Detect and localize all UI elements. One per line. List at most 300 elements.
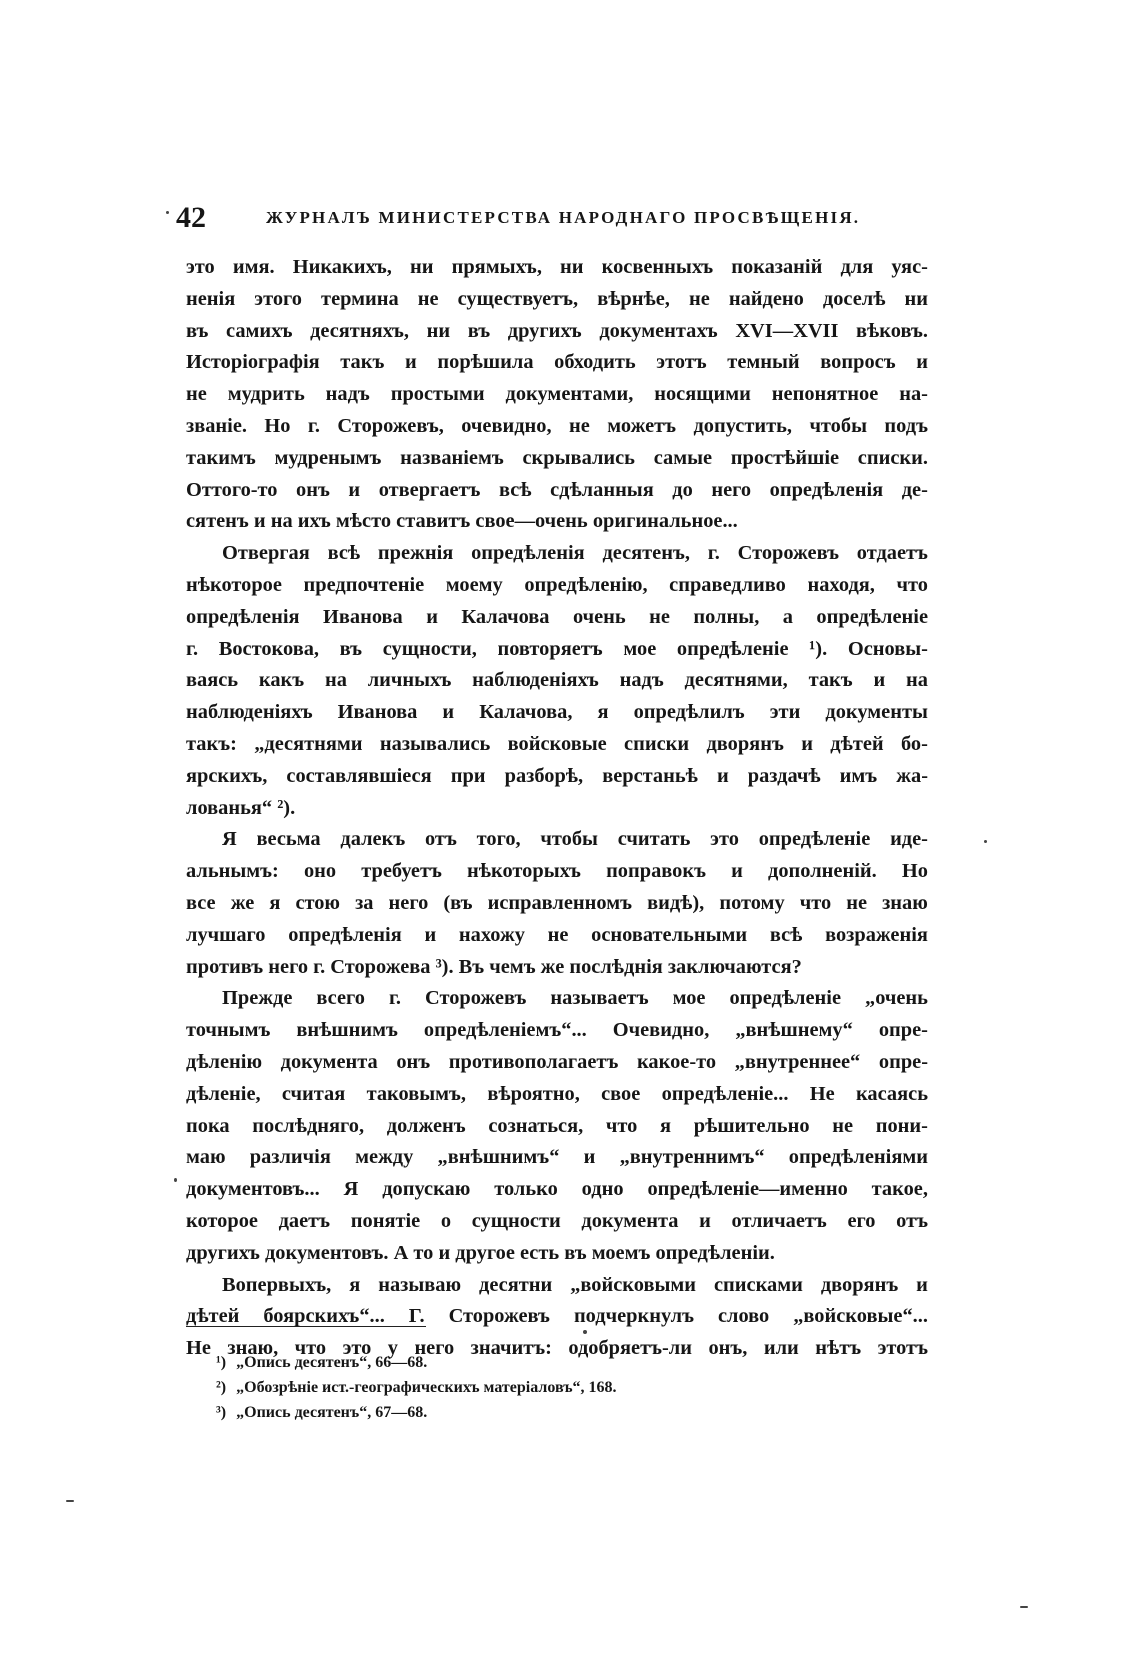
word: „войсковыми	[570, 1273, 697, 1296]
word: того,	[476, 828, 521, 851]
word: моему	[445, 573, 503, 596]
word: и	[348, 478, 361, 501]
word: все	[186, 891, 216, 914]
word: стою	[295, 891, 341, 914]
word: на	[906, 669, 928, 692]
footnotes	[216, 1350, 816, 1425]
word: чтобы	[809, 414, 867, 437]
word: „внутреннее“	[734, 1050, 861, 1073]
word: дворянъ	[706, 732, 784, 755]
word: отъ	[425, 828, 457, 851]
word: Сторожевъ	[737, 542, 839, 565]
word: эти	[769, 701, 801, 724]
word: отдаетъ	[856, 542, 928, 565]
word: непонятное	[771, 383, 879, 406]
text-line	[186, 888, 928, 920]
footnote-3	[216, 1400, 816, 1425]
word: онъ	[396, 1050, 431, 1073]
word: можетъ	[607, 414, 677, 437]
word: косвенныхъ	[601, 256, 714, 278]
text-line	[186, 1270, 928, 1302]
word: званіе.	[186, 414, 247, 437]
word: доселѣ	[822, 287, 886, 310]
word: опредѣленіе...	[661, 1082, 789, 1105]
word: „войсковые“...	[793, 1305, 928, 1328]
word: что	[799, 891, 832, 914]
word: списками	[713, 1273, 803, 1296]
word: касаясь	[855, 1082, 928, 1105]
text-line	[186, 697, 928, 729]
footnote-mark: ²)	[216, 1379, 227, 1396]
word: Калачова	[461, 605, 550, 628]
word: предпочтеніе	[303, 573, 425, 596]
word: не	[417, 287, 439, 310]
word: де-	[901, 478, 928, 501]
word: я	[660, 1114, 672, 1137]
word: имя.	[232, 256, 275, 278]
word: него	[711, 478, 752, 501]
word: ни	[904, 287, 928, 310]
word: это	[342, 1337, 372, 1360]
word: Очевидно,	[612, 1019, 710, 1042]
word: отличаетъ	[731, 1209, 827, 1232]
word: называю	[378, 1273, 462, 1296]
scan-speck	[1020, 1606, 1028, 1608]
word: документахъ	[599, 319, 718, 342]
word: Исторіографія	[186, 351, 320, 374]
word: и	[699, 1209, 711, 1232]
word: я	[269, 891, 281, 914]
text-line	[186, 1142, 928, 1174]
word: опредѣленія	[288, 923, 402, 946]
word: въ	[339, 637, 363, 660]
word: вѣрнѣе,	[597, 287, 670, 310]
word: мое	[672, 987, 706, 1010]
word: всѣ	[327, 542, 361, 565]
word: Г.	[408, 1305, 425, 1328]
word: какъ	[258, 669, 305, 692]
word: отъ	[896, 1209, 928, 1232]
word: въ	[186, 319, 209, 342]
scan-speck	[583, 1330, 587, 1334]
text-line	[186, 1047, 928, 1079]
word: Никакихъ,	[292, 256, 392, 278]
word: ни	[560, 256, 584, 278]
word: наблюденіяхъ	[472, 669, 599, 692]
scan-speck	[166, 211, 169, 214]
word: документа	[280, 1050, 378, 1073]
footnote-divider	[186, 1326, 426, 1327]
word: опредѣленія	[186, 605, 300, 628]
word: надъ	[325, 383, 370, 406]
word: и	[405, 351, 417, 374]
word: него	[414, 1337, 455, 1360]
word: противополагаетъ	[448, 1050, 619, 1073]
text-line	[186, 983, 928, 1015]
word: до	[672, 478, 693, 501]
word: иде-	[890, 828, 928, 851]
word: Но	[901, 860, 928, 883]
footnote-text: „Опись десятенъ“, 66—68.	[236, 1354, 428, 1371]
text-line	[186, 1015, 928, 1047]
word: этотъ	[877, 1337, 928, 1360]
word: опредѣленія	[769, 478, 884, 501]
word: документы	[825, 701, 928, 724]
word: дворянъ	[820, 1273, 899, 1296]
word: значитъ:	[470, 1337, 552, 1360]
word: опредѣленію,	[524, 573, 648, 596]
word: весьма	[256, 828, 321, 851]
text-line	[186, 602, 928, 634]
word: допустить,	[693, 414, 793, 437]
word: г.	[388, 987, 401, 1010]
word: что	[294, 1337, 327, 1360]
word: сознаться,	[488, 1114, 584, 1137]
word: вѣроятно,	[487, 1082, 580, 1105]
word: долженъ	[386, 1114, 466, 1137]
word: дополненій.	[768, 860, 877, 883]
word: только	[494, 1178, 558, 1201]
text-line	[186, 284, 928, 316]
text-line	[186, 316, 928, 348]
word: бо-	[900, 732, 928, 755]
word: потому	[719, 891, 785, 914]
text-line	[186, 856, 928, 888]
word: показаній	[731, 256, 823, 278]
word: онъ	[296, 478, 330, 501]
word: не	[186, 383, 207, 406]
word: жа-	[896, 764, 928, 787]
word: г.	[707, 542, 720, 565]
word: видѣ),	[647, 891, 705, 914]
word: нѣкоторыхъ	[467, 860, 581, 883]
word: не	[569, 414, 590, 437]
text-line	[186, 1174, 928, 1206]
word: опредѣленіе	[729, 987, 842, 1010]
word: которое	[186, 1209, 258, 1232]
word: считая	[281, 1082, 346, 1105]
word: Оттого-то	[186, 478, 278, 501]
word: вопросъ	[820, 351, 896, 374]
word: войсковые	[507, 732, 607, 755]
word: Не	[186, 1337, 211, 1360]
word: допускаю	[382, 1178, 471, 1201]
word: ни	[409, 256, 434, 278]
word: нѣкоторое	[186, 573, 282, 596]
body-text	[186, 252, 928, 1365]
word: и	[442, 701, 455, 724]
word: темный	[727, 351, 800, 374]
word: опре-	[878, 1019, 928, 1042]
word: самые	[653, 446, 713, 469]
word: или	[763, 1337, 799, 1360]
word: Калачова,	[479, 701, 573, 724]
word: и	[424, 923, 437, 946]
word: него	[388, 891, 429, 914]
word: имъ	[839, 764, 878, 787]
text-line	[186, 1111, 928, 1143]
word: надъ	[619, 669, 664, 692]
word: мудрить	[227, 383, 305, 406]
text-line	[186, 538, 928, 570]
word: всего	[316, 987, 365, 1010]
word: Я	[343, 1178, 359, 1201]
text-line	[186, 1079, 928, 1111]
word: одобряетъ-ли	[568, 1337, 692, 1360]
word: документами,	[505, 383, 634, 406]
running-title: ЖУРНАЛЪ МИНИСТЕРСТВА НАРОДНАГО ПРОСВѢЩЕНІЯ.	[266, 208, 861, 227]
word: Востокова,	[218, 637, 319, 660]
word: справедливо	[669, 573, 786, 596]
word: прежнія	[377, 542, 454, 565]
word: документовъ...	[186, 1178, 320, 1201]
word: понятіе	[350, 1209, 421, 1232]
word: альнымъ:	[186, 860, 279, 883]
word: назывались	[379, 732, 491, 755]
word: что	[896, 573, 928, 596]
word: Сторожевъ	[424, 987, 527, 1010]
text-line	[186, 252, 928, 284]
word: и	[916, 351, 928, 374]
word: „внѣшнимъ“	[437, 1146, 560, 1169]
word: дѣтей	[830, 732, 884, 755]
word: прямыхъ,	[451, 256, 542, 278]
word: не	[688, 287, 710, 310]
word: составлявшіеся	[286, 764, 432, 787]
word: поправокъ	[606, 860, 706, 883]
word: что	[605, 1114, 638, 1137]
word: Но	[264, 414, 291, 437]
word: и	[583, 1146, 596, 1169]
word: внѣшнимъ	[296, 1019, 398, 1042]
word: Сторожевъ	[448, 1305, 550, 1328]
word: разборѣ,	[504, 764, 584, 787]
word: другихъ	[507, 319, 582, 342]
word: ¹).	[809, 637, 828, 660]
word: „десятнями	[254, 732, 363, 755]
word: далекъ	[340, 828, 406, 851]
word: возраженія	[825, 923, 928, 946]
footnote-text: „Опись десятенъ“, 67—68.	[236, 1404, 428, 1421]
word: названіемъ	[400, 446, 504, 469]
word: слово	[718, 1305, 770, 1328]
word: этого	[254, 287, 302, 310]
word: таковымъ,	[366, 1082, 467, 1105]
word: вѣковъ.	[856, 319, 928, 342]
word: найдено	[728, 287, 804, 310]
word: списки	[624, 732, 690, 755]
word: г.	[186, 637, 199, 660]
word: опредѣленіями	[788, 1146, 928, 1169]
page-number: 42	[176, 201, 206, 234]
word: ярскихъ,	[186, 764, 268, 787]
word: такое,	[871, 1178, 928, 1201]
word: я	[597, 701, 609, 724]
word: такимъ	[186, 446, 256, 469]
word: такъ	[340, 351, 385, 374]
word: дѣленію	[186, 1050, 263, 1073]
word: считать	[617, 828, 691, 851]
word: Прежде	[222, 987, 293, 1010]
word: его	[847, 1209, 876, 1232]
word: различія	[249, 1146, 331, 1169]
word: между	[355, 1146, 414, 1169]
word: ваясь	[186, 669, 239, 692]
text-line	[186, 665, 928, 697]
word: онъ,	[708, 1337, 748, 1360]
text-line	[186, 761, 928, 793]
word: простѣйшіе	[730, 446, 840, 469]
word: XVI—XVII	[735, 319, 839, 342]
word: чтобы	[540, 828, 598, 851]
word: опредѣленіе—именно	[647, 1178, 848, 1201]
word: пока	[186, 1114, 230, 1137]
word: дѣтей	[186, 1305, 240, 1328]
word: опредѣленіемъ“...	[423, 1019, 587, 1042]
word: самихъ	[226, 319, 293, 342]
text-line	[186, 1206, 928, 1238]
word: личныхъ	[367, 669, 452, 692]
text-line	[186, 379, 928, 411]
page-header	[176, 196, 928, 240]
text-line	[186, 443, 928, 475]
word: не	[846, 891, 868, 914]
word: Иванова	[337, 701, 418, 724]
word: Вопервыхъ,	[222, 1273, 332, 1296]
word: Я	[222, 828, 237, 851]
word: термина	[321, 287, 399, 310]
word: свое	[601, 1082, 641, 1105]
word: подчеркнулъ	[573, 1305, 695, 1328]
word: и	[873, 669, 886, 692]
word: на-	[899, 383, 928, 406]
word: опредѣленія	[471, 542, 585, 565]
word: на	[324, 669, 347, 692]
word: лучшаго	[186, 923, 266, 946]
word: Иванова	[323, 605, 403, 628]
word: о	[440, 1209, 452, 1232]
word: основательными	[591, 923, 748, 946]
footnote-mark: ¹)	[216, 1354, 227, 1371]
word: раздачѣ	[747, 764, 821, 787]
word: десятенъ,	[602, 542, 690, 565]
word: пони-	[875, 1114, 928, 1137]
footnote-text: „Обозрѣніе ист.-географическихъ матеріаловъ“, 168.	[236, 1379, 617, 1396]
word: подъ	[884, 414, 928, 437]
word: повторяетъ	[497, 637, 603, 660]
word: сущности,	[382, 637, 477, 660]
word: рѣшительно	[693, 1114, 810, 1137]
word: опредѣленіе	[676, 637, 789, 660]
word: за	[355, 891, 374, 914]
text-line	[186, 347, 928, 379]
word: всѣ	[769, 923, 803, 946]
word: для	[840, 256, 874, 278]
word: въ	[467, 319, 491, 342]
text-line: противъ него г. Сторожева ³). Въ чемъ же послѣднія заключаются?	[186, 955, 802, 978]
word: документа	[581, 1209, 679, 1232]
word: мудренымъ	[274, 446, 382, 469]
text-line	[186, 475, 928, 507]
text-line: лованья“ ²).	[186, 796, 296, 819]
word: такъ:	[186, 732, 237, 755]
word: а	[782, 605, 793, 628]
word: и	[731, 860, 743, 883]
word: полны,	[693, 605, 760, 628]
word: обходить	[554, 351, 636, 374]
word: называетъ	[550, 987, 649, 1010]
text-line	[186, 570, 928, 602]
word: „очень	[865, 987, 928, 1010]
word: порѣшила	[437, 351, 534, 374]
word: маю	[186, 1146, 226, 1169]
word: не	[547, 923, 569, 946]
word: находя,	[807, 573, 875, 596]
text-line	[186, 1301, 928, 1333]
word: ни	[426, 319, 451, 342]
word: исправленномъ	[487, 891, 632, 914]
word: мое	[623, 637, 657, 660]
text-line: сятенъ и на ихъ мѣсто ставитъ свое—очень оригинальное...	[186, 510, 738, 533]
scan-speck	[174, 1178, 177, 1182]
scan-speck	[66, 1500, 74, 1502]
word: десятни	[479, 1273, 553, 1296]
footnote-1	[216, 1350, 816, 1375]
word: оно	[303, 860, 337, 883]
word: дѣленіе,	[186, 1082, 261, 1105]
text-line	[186, 920, 928, 952]
word: это	[710, 828, 739, 851]
word: послѣдняго,	[252, 1114, 365, 1137]
word: (въ	[443, 891, 473, 914]
word: и	[716, 764, 729, 787]
text-line	[186, 634, 928, 666]
word: носящими	[654, 383, 751, 406]
word: же	[230, 891, 255, 914]
word: даетъ	[278, 1209, 331, 1232]
word: требуетъ	[361, 860, 442, 883]
word: и	[426, 605, 438, 628]
word: опредѣленіе	[816, 605, 928, 628]
word: и	[801, 732, 813, 755]
word: ненія	[186, 287, 236, 310]
word: Не	[809, 1082, 835, 1105]
word: простыми	[390, 383, 485, 406]
word: такъ	[808, 669, 853, 692]
word: всѣ	[498, 478, 532, 501]
word: я	[349, 1273, 361, 1296]
text-line	[186, 729, 928, 761]
word: отвергаетъ	[378, 478, 481, 501]
text-line	[186, 411, 928, 443]
word: Сторожевъ,	[337, 414, 444, 437]
word: наблюденіяхъ	[186, 701, 313, 724]
word: знаю,	[227, 1337, 279, 1360]
word: это	[186, 256, 215, 278]
word: сдѣланныя	[550, 478, 654, 501]
word: опредѣлилъ	[633, 701, 745, 724]
word: уяс-	[891, 256, 928, 278]
word: верстаньѣ	[602, 764, 698, 787]
text-line	[186, 824, 928, 856]
word: „внутреннимъ“	[619, 1146, 765, 1169]
word: опредѣленіе	[758, 828, 871, 851]
word: существуетъ,	[457, 287, 579, 310]
footnote-mark: ³)	[216, 1404, 227, 1421]
word: Отвергая	[222, 542, 310, 565]
word: не	[649, 605, 670, 628]
word: очевидно,	[461, 414, 552, 437]
